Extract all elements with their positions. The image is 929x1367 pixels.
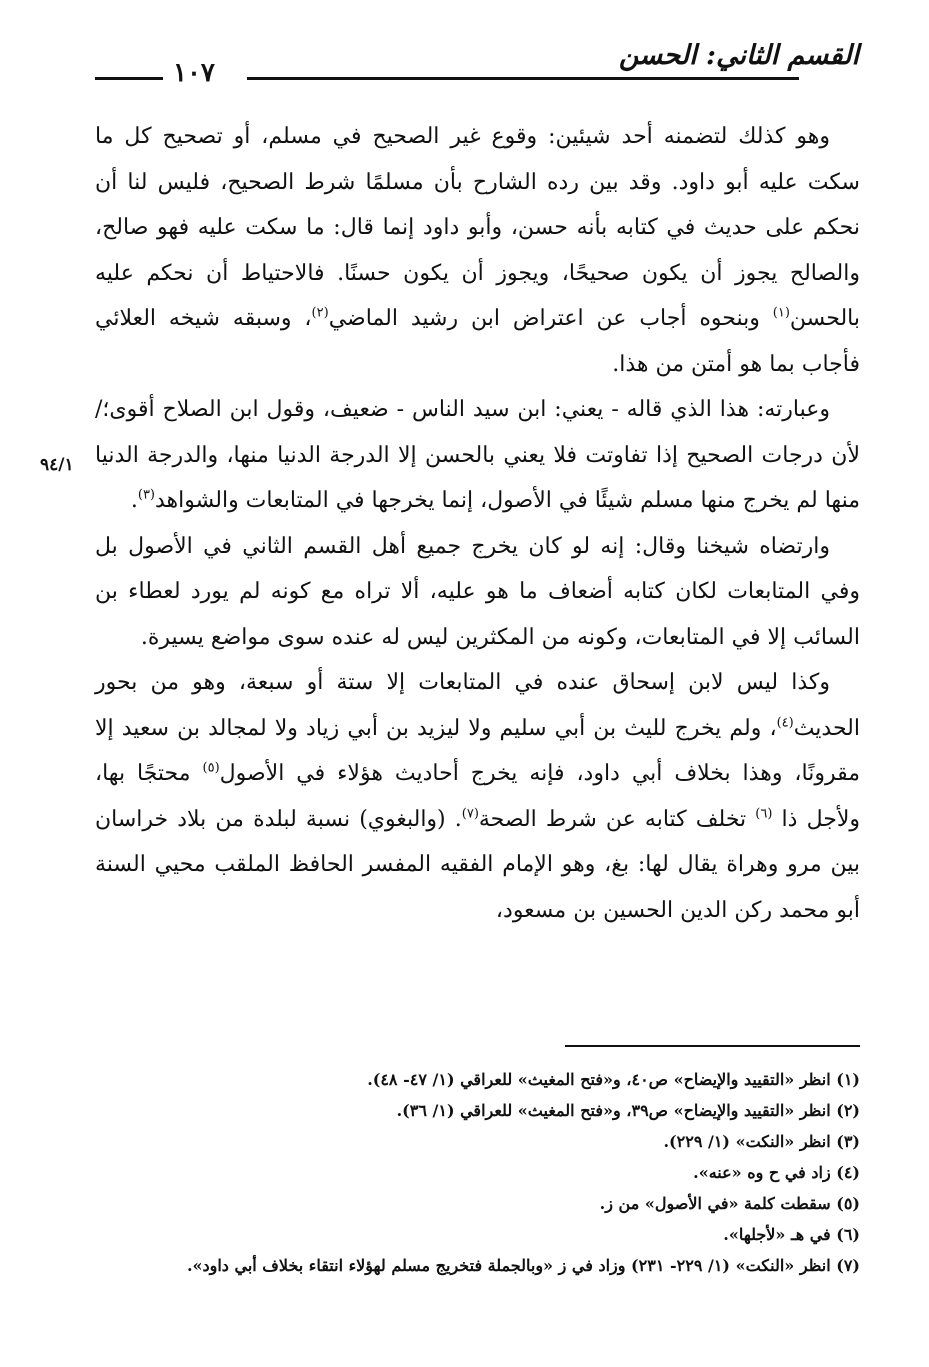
paragraph-4-text-b: ، ولم يخرج لليث بن أبي سليم ولا ليزيد بن أبي زياد ولا لمجالد بن سعيد إلا مقرونًا، وهذا بخلاف أبي داود، فإنه يخرج أحاديث هؤلاء في الأصول xyxy=(95,715,860,786)
paragraph-1 xyxy=(95,114,860,387)
paragraph-4-text-d: تخلف كتابه عن شرط الصحة xyxy=(478,806,756,832)
running-title: القسم الثاني: الحسن xyxy=(618,40,859,71)
footnote-7: (٧) انظر «النكت» (١/ ٢٢٩- ٢٣١) وزاد في ز «وبالجملة فتخريج مسلم لهؤلاء انتقاء بخلاف أبي داود». xyxy=(186,1256,860,1275)
paragraph-2 xyxy=(95,387,860,524)
footnotes xyxy=(95,1064,860,1281)
footnote-6: (٦) في هـ «لأجلها». xyxy=(723,1225,860,1244)
footnote-3: (٣) انظر «النكت» (١/ ٢٢٩). xyxy=(663,1132,860,1151)
footnote-ref-5: (٥) xyxy=(202,760,220,776)
paragraph-4-text-e: . (والبغوي) نسبة لبلدة من بلاد خراسان بين مرو وهراة يقال لها: بغ، وهو الإمام الفقيه المفسر الحافظ الملقب محيي السنة أبو محمد ركن الدين الحسين بن مسعود، xyxy=(95,806,860,923)
footnote-2: (٢) انظر «التقييد والإيضاح» ص٣٩، و«فتح المغيث» للعراقي (١/ ٣٦). xyxy=(396,1101,860,1120)
paragraph-1-text-c: ، وسبقه شيخه العلائي فأجاب بما هو أمتن من هذا. xyxy=(95,306,860,377)
footnote-1: (١) انظر «التقييد والإيضاح» ص٤٠، و«فتح المغيث» للعراقي (١/ ٤٧- ٤٨). xyxy=(367,1070,860,1089)
paragraph-2-text-b: . xyxy=(130,488,138,513)
footnote-ref-3: (٣) xyxy=(137,487,155,503)
footnote-ref-6: (٦) xyxy=(755,806,773,822)
footnote-ref-1: (١) xyxy=(772,305,790,321)
page-number: ١٠٧ xyxy=(173,58,215,88)
page-header xyxy=(95,30,859,90)
footnote-4: (٤) زاد في ح وه «عنه». xyxy=(693,1163,860,1182)
marginal-page-reference: ٩٤/١ xyxy=(40,455,74,475)
footnote-ref-2: (٢) xyxy=(311,305,329,321)
footnote-ref-4: (٤) xyxy=(776,715,794,731)
paragraph-2-text-a: وعبارته: هذا الذي قاله - يعني: ابن سيد الناس - ضعيف، وقول ابن الصلاح أقوى؛/ لأن درجات الصحيح إذا تفاوتت فلا يعني بالحسن إلا الدرجة الدنيا منها، والدرجة الدنيا منها لم يخرج منها مسلم شيئًا في الأصول، إنما يخرجها في المتابعات والشواهد xyxy=(95,397,860,513)
footnote-separator xyxy=(565,1045,860,1047)
main-text xyxy=(95,114,860,933)
paragraph-4 xyxy=(95,660,860,933)
header-rule-left xyxy=(95,77,163,80)
footnote-5: (٥) سقطت كلمة «في الأصول» من ز. xyxy=(599,1194,860,1213)
paragraph-1-text-b: وبنحوه أجاب عن اعتراض ابن رشيد الماضي xyxy=(328,306,773,331)
header-rule-right xyxy=(247,77,799,80)
footnote-ref-7: (٧) xyxy=(461,806,479,822)
paragraph-3: وارتضاه شيخنا وقال: إنه لو كان يخرج جميع أهل القسم الثاني في الأصول بل وفي المتابعات لكان كتابه أضعاف ما هو عليه، ألا تراه مع كونه لم يورد لعطاء بن السائب إلا في المتابعات، وكونه من المكثرين ليس له عنده سوى مواضع يسيرة. xyxy=(95,533,860,650)
paragraph-4-text-c: محتجًا بها، ولأجل ذا xyxy=(95,761,860,832)
paragraph-4-text-a: وكذا ليس لابن إسحاق عنده في المتابعات إلا ستة أو سبعة، وهو من بحور الحديث xyxy=(95,670,860,741)
paragraph-1-text-a: وهو كذلك لتضمنه أحد شيئين: وقوع غير الصحيح في مسلم، أو تصحيح كل ما سكت عليه أبو داود. وقد بين رده الشارح بأن مسلمًا شرط الصحيح، فليس لنا أن نحكم على حديث في كتابه بأنه حسن، وأبو داود إنما قال: ما سكت عليه فهو صالح، والصالح يجوز أن يكون صحيحًا، ويجوز أن يكون حسنًا. فالاحتياط أن نحكم عليه بالحسن xyxy=(95,124,860,331)
